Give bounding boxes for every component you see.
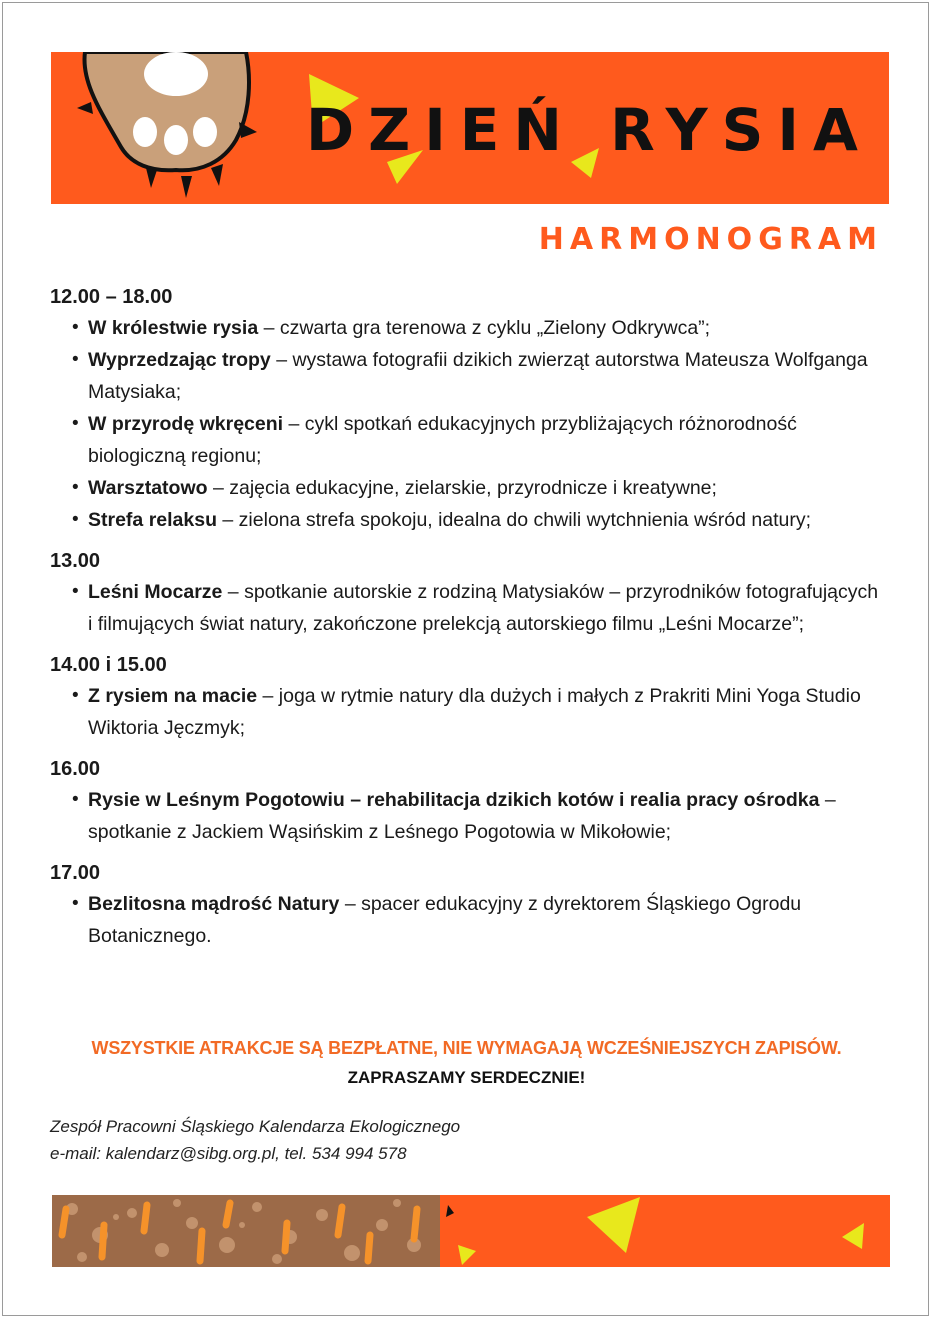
list-item [50, 784, 880, 848]
schedule-heading: HARMONOGRAM [538, 222, 883, 257]
item-title: Bezlitosna mądrość Natury [88, 893, 340, 915]
list-item [50, 680, 880, 744]
lynx-paw-icon [77, 52, 257, 198]
event-title: DZIEŃ RYSIA [306, 96, 872, 164]
time-slot [50, 754, 880, 848]
item-text: – spacer edukacyjny z dyrektorem Śląskiego Ogrodu Botanicznego. [88, 893, 802, 947]
contact-info: e-mail: kalendarz@sibg.org.pl, tel. 534 994 578 [50, 1144, 407, 1163]
item-text: – wystawa fotografii dzikich zwierząt autorstwa Mateusza Wolfganga Matysiaka; [88, 349, 868, 403]
slot-time: 16.00 [50, 758, 101, 780]
list-item [50, 504, 880, 536]
decorative-band [52, 1195, 890, 1267]
organizer-name: Zespół Pracowni Śląskiego Kalendarza Ekologicznego [50, 1117, 461, 1136]
list-item [50, 344, 880, 408]
item-text: – spotkanie autorskie z rodziną Matysiaków – przyrodników fotografujących i filmujących świat natury, zakończone prelekcją autorskiego filmu „Leśni Mocarze”; [88, 581, 879, 635]
header-banner [51, 52, 889, 204]
item-title: Z rysiem na macie [88, 685, 258, 707]
slot-time: 14.00 i 15.00 [50, 654, 167, 676]
list-item [50, 576, 880, 640]
time-slot [50, 546, 880, 640]
item-text: – spotkanie z Jackiem Wąsińskim z Leśnego Pogotowia w Mikołowie; [88, 789, 836, 843]
slot-time: 13.00 [50, 550, 101, 572]
list-item [50, 312, 880, 344]
free-entry-notice: WSZYSTKIE ATRAKCJE SĄ BEZPŁATNE, NIE WYMAGAJĄ WCZEŚNIEJSZYCH ZAPISÓW. [91, 1038, 842, 1058]
invitation-text: ZAPRASZAMY SERDECZNIE! [347, 1068, 586, 1087]
item-text: – czwarta gra terenowa z cyklu „Zielony Odkrywca”; [258, 317, 711, 339]
time-slot [50, 650, 880, 744]
slot-items [50, 680, 880, 744]
time-slot [50, 858, 880, 952]
list-item [50, 408, 880, 472]
item-text: – cykl spotkań edukacyjnych przybliżających różnorodność biologiczną regionu; [88, 413, 797, 467]
time-slot [50, 282, 880, 536]
slot-items [50, 888, 880, 952]
footer-decoration [52, 1195, 890, 1267]
item-title: Rysie w Leśnym Pogotowiu – rehabilitacja dzikich kotów i realia pracy ośrodka [88, 789, 820, 811]
item-text: – zielona strefa spokoju, idealna do chwili wytchnienia wśród natury; [217, 509, 811, 531]
item-text: – zajęcia edukacyjne, zielarskie, przyrodnicze i kreatywne; [207, 477, 717, 499]
schedule [50, 282, 880, 962]
list-item [50, 888, 880, 952]
item-text: – joga w rytmie natury dla dużych i małych z Prakriti Mini Yoga Studio Wiktoria Jęczmyk; [88, 685, 861, 739]
slot-items [50, 576, 880, 640]
item-title: Strefa relaksu [88, 509, 217, 531]
list-item [50, 472, 880, 504]
slot-items [50, 312, 880, 536]
item-title: Warsztatowo [88, 477, 208, 499]
slot-items [50, 784, 880, 848]
slot-time: 17.00 [50, 862, 101, 884]
item-title: W przyrodę wkręceni [88, 413, 284, 435]
item-title: W królestwie rysia [88, 317, 259, 339]
item-title: Leśni Mocarze [88, 581, 223, 603]
item-title: Wyprzedzając tropy [88, 349, 271, 371]
slot-time: 12.00 – 18.00 [50, 286, 173, 308]
